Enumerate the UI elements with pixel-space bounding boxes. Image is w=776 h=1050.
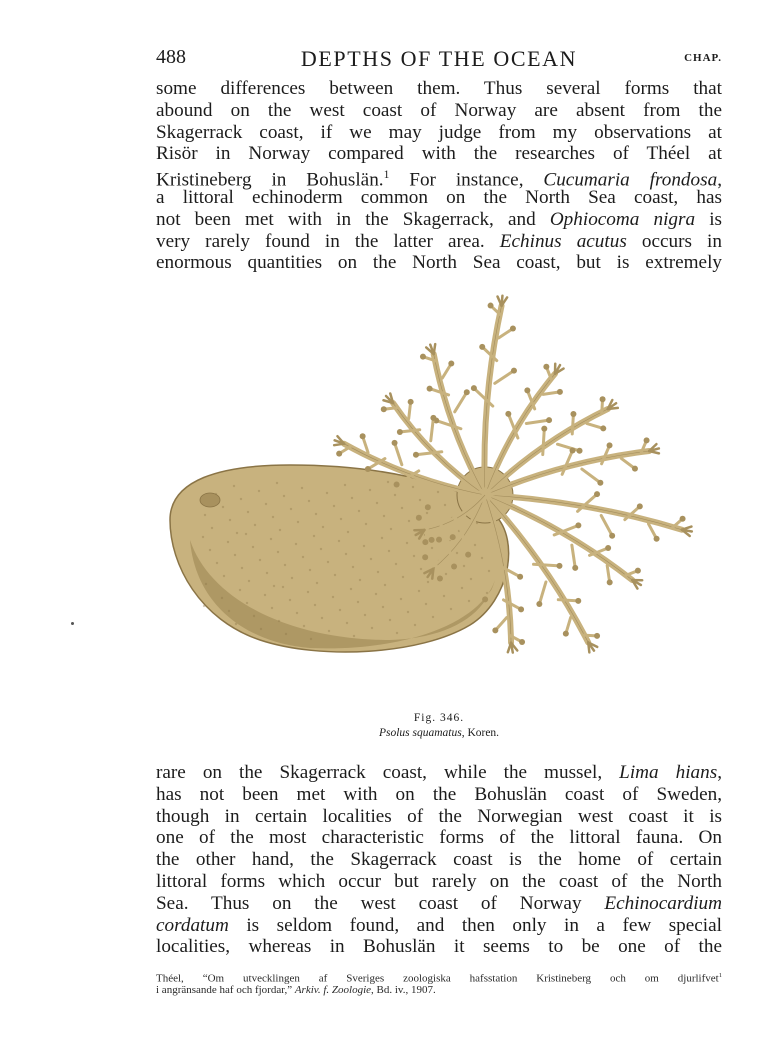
body-texture	[289, 599, 291, 601]
body-texture	[211, 527, 213, 529]
tentacle-tip	[427, 386, 433, 392]
tentacle-tuft	[608, 408, 618, 409]
tentacle-tip	[448, 361, 454, 367]
body-texture	[236, 532, 238, 534]
tentacle-tip	[635, 568, 641, 574]
tentacle-branch	[495, 371, 514, 384]
body-texture	[328, 630, 330, 632]
body-texture	[358, 510, 360, 512]
body-texture	[359, 579, 361, 581]
body-texture	[419, 499, 421, 501]
body-texture	[414, 624, 416, 626]
text-run: For instance,	[389, 169, 544, 191]
body-texture	[418, 590, 420, 592]
body-texture	[470, 578, 472, 580]
text-run: enormous quantities on the North Sea coast, but is extremely	[156, 252, 722, 274]
body-texture	[271, 607, 273, 609]
tentacle-tip	[517, 574, 523, 580]
body-texture	[235, 623, 237, 625]
body-texture	[461, 587, 463, 589]
tentacle-tip	[510, 326, 516, 332]
body-texture	[468, 600, 470, 602]
text-line	[156, 806, 722, 828]
tentacle-tip	[570, 447, 576, 453]
footnote-marker: 1	[718, 972, 722, 979]
body-texture	[291, 577, 293, 579]
body-texture	[400, 598, 402, 600]
tentacle-tip	[451, 564, 457, 570]
body-texture	[408, 520, 410, 522]
body-texture	[252, 546, 254, 548]
body-texture	[272, 516, 274, 518]
body-texture	[295, 543, 297, 545]
text-run: has not been met with on the Bohuslän coast of Sweden,	[156, 783, 722, 805]
tentacle-tip	[570, 411, 576, 417]
tentacle-branch	[562, 450, 572, 474]
body-texture	[303, 625, 305, 627]
body-texture	[297, 521, 299, 523]
tentacle-tip	[416, 515, 422, 521]
body-texture	[254, 524, 256, 526]
text-line	[156, 165, 722, 191]
body-texture	[302, 556, 304, 558]
body-texture	[334, 574, 336, 576]
text-line	[156, 231, 722, 253]
text-run: some differences between them. Thus several forms that	[156, 78, 722, 99]
tentacle-tip	[518, 606, 524, 612]
tentacle-tip	[556, 563, 562, 569]
text-line	[156, 849, 722, 871]
body-texture	[353, 635, 355, 637]
body-texture	[420, 568, 422, 570]
body-texture	[450, 608, 452, 610]
body-texture	[277, 551, 279, 553]
body-texture	[258, 490, 260, 492]
tentacle-tip	[600, 396, 606, 402]
body-texture	[456, 552, 458, 554]
text-line	[156, 143, 722, 165]
tentacle-tip	[425, 504, 431, 510]
tentacle-tip	[572, 565, 578, 571]
tentacle-tip	[609, 533, 615, 539]
tentacle-tip	[365, 466, 371, 472]
text-line	[156, 936, 722, 958]
body-texture	[327, 561, 329, 563]
text-line	[156, 100, 722, 122]
italic-term: Echinus acutus	[499, 230, 627, 252]
italic-term: Arkiv. f. Zoologie	[294, 984, 372, 996]
tentacle-branch	[558, 600, 578, 601]
tentacle-tip	[413, 452, 419, 458]
tentacle-tip	[654, 536, 660, 542]
footnote-marker: 1	[383, 169, 390, 182]
text-line	[156, 969, 722, 983]
body-texture	[488, 570, 490, 572]
body-texture	[364, 614, 366, 616]
text-line	[156, 122, 722, 144]
tentacle-tip	[594, 491, 600, 497]
text-run: Théel, “Om utvecklingen af Sveriges zoologiska hafsstation Kristineberg och om djurlifvet	[156, 972, 719, 985]
text-line	[156, 209, 722, 231]
body-texture	[313, 535, 315, 537]
body-texture	[338, 540, 340, 542]
body-texture	[216, 562, 218, 564]
figure-species-name: Psolus squamatus	[378, 727, 462, 739]
tentacle-tip	[563, 631, 569, 637]
body-texture	[314, 604, 316, 606]
body-texture	[245, 533, 247, 535]
body-texture	[247, 511, 249, 513]
tentacle-branch	[534, 564, 560, 566]
body-texture	[203, 605, 205, 607]
top-paragraph	[156, 78, 722, 274]
tentacle-branch	[436, 421, 461, 429]
tentacle-tip	[422, 539, 428, 545]
body-texture	[350, 588, 352, 590]
text-run: localities, whereas in Bohuslän it seems to be one of the	[156, 936, 722, 958]
tentacle-edge	[485, 495, 682, 530]
tentacle-tip	[488, 303, 494, 309]
body-texture	[284, 564, 286, 566]
body-texture	[308, 500, 310, 502]
tentacle-tip	[408, 399, 414, 405]
tentacle-tip	[482, 596, 488, 602]
body-bump	[200, 493, 220, 507]
tentacle-tip	[632, 466, 638, 472]
body-texture	[474, 544, 476, 546]
body-texture	[205, 583, 207, 585]
body-texture	[222, 506, 224, 508]
body-texture	[426, 512, 428, 514]
body-texture	[396, 632, 398, 634]
body-texture	[264, 594, 266, 596]
text-line	[156, 762, 722, 784]
tentacle-tip	[465, 552, 471, 558]
body-texture	[371, 627, 373, 629]
body-texture	[402, 576, 404, 578]
body-texture	[388, 550, 390, 552]
body-texture	[296, 612, 298, 614]
tentacle-tip	[577, 448, 583, 454]
body-texture	[285, 633, 287, 635]
body-texture	[445, 573, 447, 575]
running-title: DEPTHS OF THE OCEAN	[300, 46, 578, 71]
body-texture	[253, 615, 255, 617]
body-texture	[345, 553, 347, 555]
tentacle-tip	[505, 411, 511, 417]
tentacle-branch	[431, 418, 434, 441]
italic-term: Echinocardium	[604, 892, 722, 914]
body-texture	[259, 559, 261, 561]
italic-term: Lima hians	[619, 762, 718, 783]
body-texture	[387, 481, 389, 483]
body-texture	[241, 567, 243, 569]
tentacle-branch	[455, 392, 467, 412]
body-texture	[246, 602, 248, 604]
tentacle-tuft	[434, 344, 436, 354]
tentacle-tip	[436, 537, 442, 543]
text-line	[156, 187, 722, 209]
body-texture	[369, 489, 371, 491]
body-texture	[333, 505, 335, 507]
body-texture	[390, 528, 392, 530]
tentacle-tip	[597, 480, 603, 486]
tentacle-branch	[572, 414, 573, 434]
body-texture	[431, 547, 433, 549]
body-texture	[290, 508, 292, 510]
body-texture	[432, 616, 434, 618]
tentacle-tip	[479, 344, 485, 350]
tentacle-tip	[546, 417, 552, 423]
body-texture	[382, 606, 384, 608]
text-line	[156, 871, 722, 893]
body-texture	[427, 581, 429, 583]
text-run: ,	[717, 762, 722, 783]
tentacle-tip	[519, 639, 525, 645]
text-run: Kristineberg in Bohuslän.	[156, 169, 384, 191]
body-texture	[301, 487, 303, 489]
body-texture	[363, 545, 365, 547]
footnote	[156, 969, 722, 997]
tentacle-tip	[492, 627, 498, 633]
text-run: Skagerrack coast, if we may judge from my observations at	[156, 121, 722, 143]
tentacle-branch	[557, 444, 579, 451]
text-run: is	[695, 208, 722, 230]
body-texture	[444, 504, 446, 506]
tentacle-branch	[539, 582, 546, 604]
text-run: very rarely found in the latter area.	[156, 230, 500, 252]
tentacle-tip	[397, 429, 403, 435]
text-run: is seldom found, and then only in a few special	[228, 914, 722, 936]
text-run: , Bd. iv., 1907.	[371, 984, 436, 996]
body-texture	[240, 498, 242, 500]
body-texture	[347, 531, 349, 533]
tentacle-tip	[680, 516, 686, 522]
tentacle-tip	[422, 554, 428, 560]
text-run: not been met with in the Skagerrack, and	[156, 208, 550, 230]
tentacle-tip	[394, 481, 400, 487]
tentacle-tip	[437, 575, 443, 581]
body-texture	[389, 619, 391, 621]
body-texture	[481, 557, 483, 559]
body-texture	[310, 638, 312, 640]
tentacle-stem	[485, 495, 682, 530]
text-run: though in certain localities of the Norwegian west coast it is	[156, 805, 722, 827]
tentacle-tip	[607, 442, 613, 448]
tentacle-tip	[575, 598, 581, 604]
tentacle-tip	[524, 387, 530, 393]
tentacle-tip	[594, 633, 600, 639]
tentacle-tip	[536, 601, 542, 607]
body-texture	[381, 537, 383, 539]
tentacle-tip	[511, 368, 517, 374]
text-line	[156, 983, 722, 997]
body-texture	[239, 589, 241, 591]
body-texture	[370, 558, 372, 560]
body-texture	[332, 596, 334, 598]
tentacle-tip	[360, 433, 366, 439]
body-texture	[365, 523, 367, 525]
figure-caption	[156, 726, 722, 740]
tentacle-branch	[526, 420, 549, 423]
tentacle-branch	[395, 443, 402, 465]
body-texture	[395, 563, 397, 565]
body-texture	[282, 586, 284, 588]
text-run: occurs in	[626, 230, 722, 252]
tentacle-tip	[637, 503, 643, 509]
body-texture	[437, 491, 439, 493]
tentacle-tip	[429, 537, 435, 543]
figure-psolus-illustration	[150, 280, 710, 700]
body-texture	[223, 575, 225, 577]
body-texture	[228, 610, 230, 612]
text-line	[156, 915, 722, 937]
text-run: Risör in Norway compared with the researches of Théel at	[156, 143, 722, 165]
body-texture	[377, 571, 379, 573]
text-run: i angränsande haf och fjordar,”	[156, 984, 295, 996]
body-texture	[340, 518, 342, 520]
body-texture	[278, 620, 280, 622]
body-texture	[322, 526, 324, 528]
body-texture	[309, 569, 311, 571]
body-texture	[315, 513, 317, 515]
text-line	[156, 252, 722, 274]
text-line	[156, 78, 722, 100]
body-texture	[376, 502, 378, 504]
tentacle-tip	[336, 451, 342, 457]
tentacle-branch	[582, 469, 600, 483]
text-run: a littoral echinoderm common on the North Sea coast, has	[156, 186, 722, 208]
tentacle-tip	[575, 522, 581, 528]
tentacle-tip	[607, 579, 613, 585]
body-texture	[233, 485, 235, 487]
chapter-abbrev: CHAP.	[684, 52, 722, 64]
body-texture	[383, 515, 385, 517]
body-texture	[279, 529, 281, 531]
text-run: one of the most characteristic forms of the littoral fauna. On	[156, 827, 722, 849]
body-texture	[221, 597, 223, 599]
italic-term: cordatum	[156, 914, 229, 936]
body-texture	[209, 549, 211, 551]
text-line	[156, 827, 722, 849]
tentacle-branch	[601, 515, 612, 535]
page-header	[156, 46, 722, 72]
body-texture	[344, 484, 346, 486]
page-speck	[71, 622, 74, 625]
body-texture	[227, 541, 229, 543]
tentacle-branch	[572, 545, 575, 568]
body-texture	[394, 494, 396, 496]
figure-number: Fig. 346.	[413, 712, 465, 724]
tentacle-tip	[392, 440, 398, 446]
tentacle-tip	[464, 389, 470, 395]
body-texture	[276, 482, 278, 484]
body-texture	[265, 503, 267, 505]
text-run: ,	[717, 169, 722, 191]
body-texture	[307, 591, 309, 593]
tentacle-tip	[450, 534, 456, 540]
body-texture	[357, 601, 359, 603]
tentacle-tip	[471, 385, 477, 391]
tentacle-tip	[430, 415, 436, 421]
tentacle-tip	[543, 364, 549, 370]
italic-term: Ophiocoma nigra	[549, 208, 696, 230]
body-texture	[463, 565, 465, 567]
figure-author: , Koren.	[461, 727, 500, 739]
tentacle-tuft	[588, 642, 589, 652]
body-texture	[248, 580, 250, 582]
text-run: Sea. Thus on the west coast of Norway	[156, 892, 605, 914]
text-run: the other hand, the Skagerrack coast is the home of certain	[156, 849, 722, 871]
tentacle-tip	[541, 426, 547, 432]
body-texture	[401, 507, 403, 509]
body-texture	[352, 566, 354, 568]
body-texture	[273, 585, 275, 587]
body-texture	[413, 555, 415, 557]
body-texture	[339, 609, 341, 611]
body-texture	[283, 495, 285, 497]
body-texture	[234, 554, 236, 556]
text-line	[156, 893, 722, 915]
body-texture	[351, 497, 353, 499]
body-texture	[425, 603, 427, 605]
body-texture	[202, 536, 204, 538]
tentacle-tip	[420, 354, 426, 360]
text-run: abound on the west coast of Norway are absent from the	[156, 99, 722, 121]
text-run: littoral forms which occur but rarely on the coast of the North	[156, 870, 722, 892]
body-texture	[384, 584, 386, 586]
page-number: 488	[156, 46, 186, 68]
tentacle-branch	[543, 429, 545, 455]
body-texture	[204, 514, 206, 516]
tentacle-tip	[605, 545, 611, 551]
body-texture	[260, 628, 262, 630]
body-texture	[229, 519, 231, 521]
body-texture	[375, 593, 377, 595]
tentacle-tip	[557, 389, 563, 395]
bottom-paragraph	[156, 762, 722, 958]
body-texture	[270, 538, 272, 540]
text-line	[156, 784, 722, 806]
body-texture	[321, 617, 323, 619]
text-run: rare on the Skagerrack coast, while the mussel,	[156, 762, 620, 783]
italic-term: Cucumaria frondosa	[543, 169, 718, 191]
body-texture	[326, 492, 328, 494]
body-texture	[443, 595, 445, 597]
tentacle-tip	[600, 425, 606, 431]
body-texture	[407, 611, 409, 613]
body-texture	[316, 582, 318, 584]
body-texture	[412, 486, 414, 488]
body-texture	[320, 548, 322, 550]
body-texture	[486, 592, 488, 594]
tentacle-tip	[644, 437, 650, 443]
body-texture	[266, 572, 268, 574]
body-texture	[346, 622, 348, 624]
tentacle-tip	[381, 406, 387, 412]
tentacle-tuft	[508, 643, 511, 652]
body-texture	[406, 542, 408, 544]
